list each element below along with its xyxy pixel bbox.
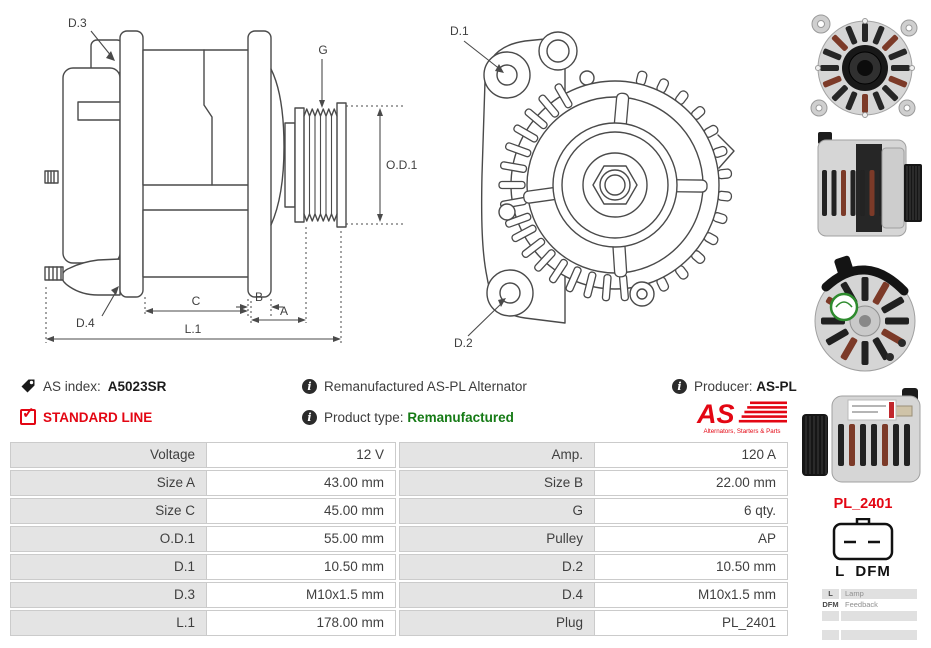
spec-table — [10, 442, 790, 638]
legend-pin: L — [822, 589, 839, 599]
spec-label: D.2 — [399, 554, 595, 580]
table-row — [10, 610, 790, 636]
legend-desc — [841, 611, 917, 621]
spec-label: D.3 — [10, 582, 207, 608]
info-icon: i — [302, 410, 317, 425]
dim-label-g: G — [318, 43, 328, 57]
spec-value: PL_2401 — [594, 610, 788, 636]
legend-desc — [841, 630, 917, 640]
spec-label: D.1 — [10, 554, 207, 580]
dim-label-d2: D.2 — [454, 336, 473, 350]
producer-line — [672, 377, 797, 395]
spec-value: 10.50 mm — [594, 554, 788, 580]
dim-label-od1: O.D.1 — [386, 158, 418, 172]
spec-value: M10x1.5 mm — [206, 582, 396, 608]
spec-value: 10.50 mm — [206, 554, 396, 580]
dim-label-d4: D.4 — [76, 316, 95, 330]
technical-drawing-front — [430, 5, 770, 365]
plug-pins-label: L DFM — [835, 563, 891, 580]
legend-row — [822, 611, 917, 621]
dim-label-d3: D.3 — [68, 16, 87, 30]
dim-label-a: A — [279, 304, 289, 318]
table-row — [10, 498, 790, 524]
spec-label: Size C — [10, 498, 207, 524]
spec-value: 45.00 mm — [206, 498, 396, 524]
table-row — [10, 526, 790, 552]
table-row — [10, 554, 790, 580]
technical-drawing-side — [8, 5, 428, 365]
legend-pin — [822, 611, 839, 621]
spec-label: Pulley — [399, 526, 595, 552]
product-photo-front[interactable] — [805, 8, 925, 128]
as-pl-logo — [693, 398, 791, 436]
spec-label: Size B — [399, 470, 595, 496]
spec-value: 6 qty. — [594, 498, 788, 524]
spec-value: AP — [594, 526, 788, 552]
standard-line — [20, 405, 153, 426]
dim-label-l1: L.1 — [184, 322, 202, 336]
logo-subtext: Alternators, Starters & Parts — [703, 428, 781, 435]
spec-label: L.1 — [10, 610, 207, 636]
legend-pin — [822, 630, 839, 640]
standard-line-label: STANDARD LINE — [43, 409, 153, 425]
spec-value: 55.00 mm — [206, 526, 396, 552]
legend-desc: Lamp — [841, 589, 917, 599]
spec-value: 22.00 mm — [594, 470, 788, 496]
logo-text: AS — [697, 399, 735, 429]
spec-value: 43.00 mm — [206, 470, 396, 496]
table-row — [10, 470, 790, 496]
spec-label: G — [399, 498, 595, 524]
plug-connector-icon — [831, 518, 895, 562]
dim-label-c: C — [191, 294, 201, 308]
legend-row — [822, 600, 917, 610]
product-type-line — [302, 408, 514, 426]
spec-label: Plug — [399, 610, 595, 636]
legend-row — [822, 630, 917, 640]
spec-label: Amp. — [399, 442, 595, 468]
product-photo-rear[interactable] — [806, 255, 924, 379]
tag-icon — [20, 378, 36, 394]
as-index-value: A5023SR — [107, 378, 167, 394]
remanufactured-line — [302, 377, 527, 395]
product-photo-side-left[interactable] — [798, 388, 930, 488]
table-row — [10, 442, 790, 468]
producer-label: Producer: — [694, 378, 753, 394]
legend-pin: DFM — [822, 600, 839, 609]
checkbox-icon: ✓ — [20, 409, 36, 425]
spec-label: D.4 — [399, 582, 595, 608]
product-photo-side-right[interactable] — [798, 130, 928, 246]
dim-label-b: B — [254, 290, 264, 304]
legend-row — [822, 589, 917, 599]
remanufactured-text: Remanufactured AS-PL Alternator — [324, 378, 527, 394]
legend-desc: Feedback — [841, 600, 917, 610]
spec-label: O.D.1 — [10, 526, 207, 552]
info-icon: i — [672, 379, 687, 394]
spec-value: M10x1.5 mm — [594, 582, 788, 608]
dim-label-d1: D.1 — [450, 24, 469, 38]
table-row — [10, 582, 790, 608]
plug-legend — [822, 589, 917, 641]
product-type-label: Product type: — [324, 409, 404, 425]
info-icon: i — [302, 379, 317, 394]
spec-value: 12 V — [206, 442, 396, 468]
as-index-line — [20, 377, 166, 395]
spec-label: Voltage — [10, 442, 207, 468]
as-index-label: AS index: — [43, 378, 101, 394]
product-type-value: Remanufactured — [407, 409, 514, 425]
spec-value: 178.00 mm — [206, 610, 396, 636]
plug-code: PL_2401 — [833, 496, 893, 512]
producer-value: AS-PL — [756, 378, 797, 394]
spec-value: 120 A — [594, 442, 788, 468]
spec-label: Size A — [10, 470, 207, 496]
